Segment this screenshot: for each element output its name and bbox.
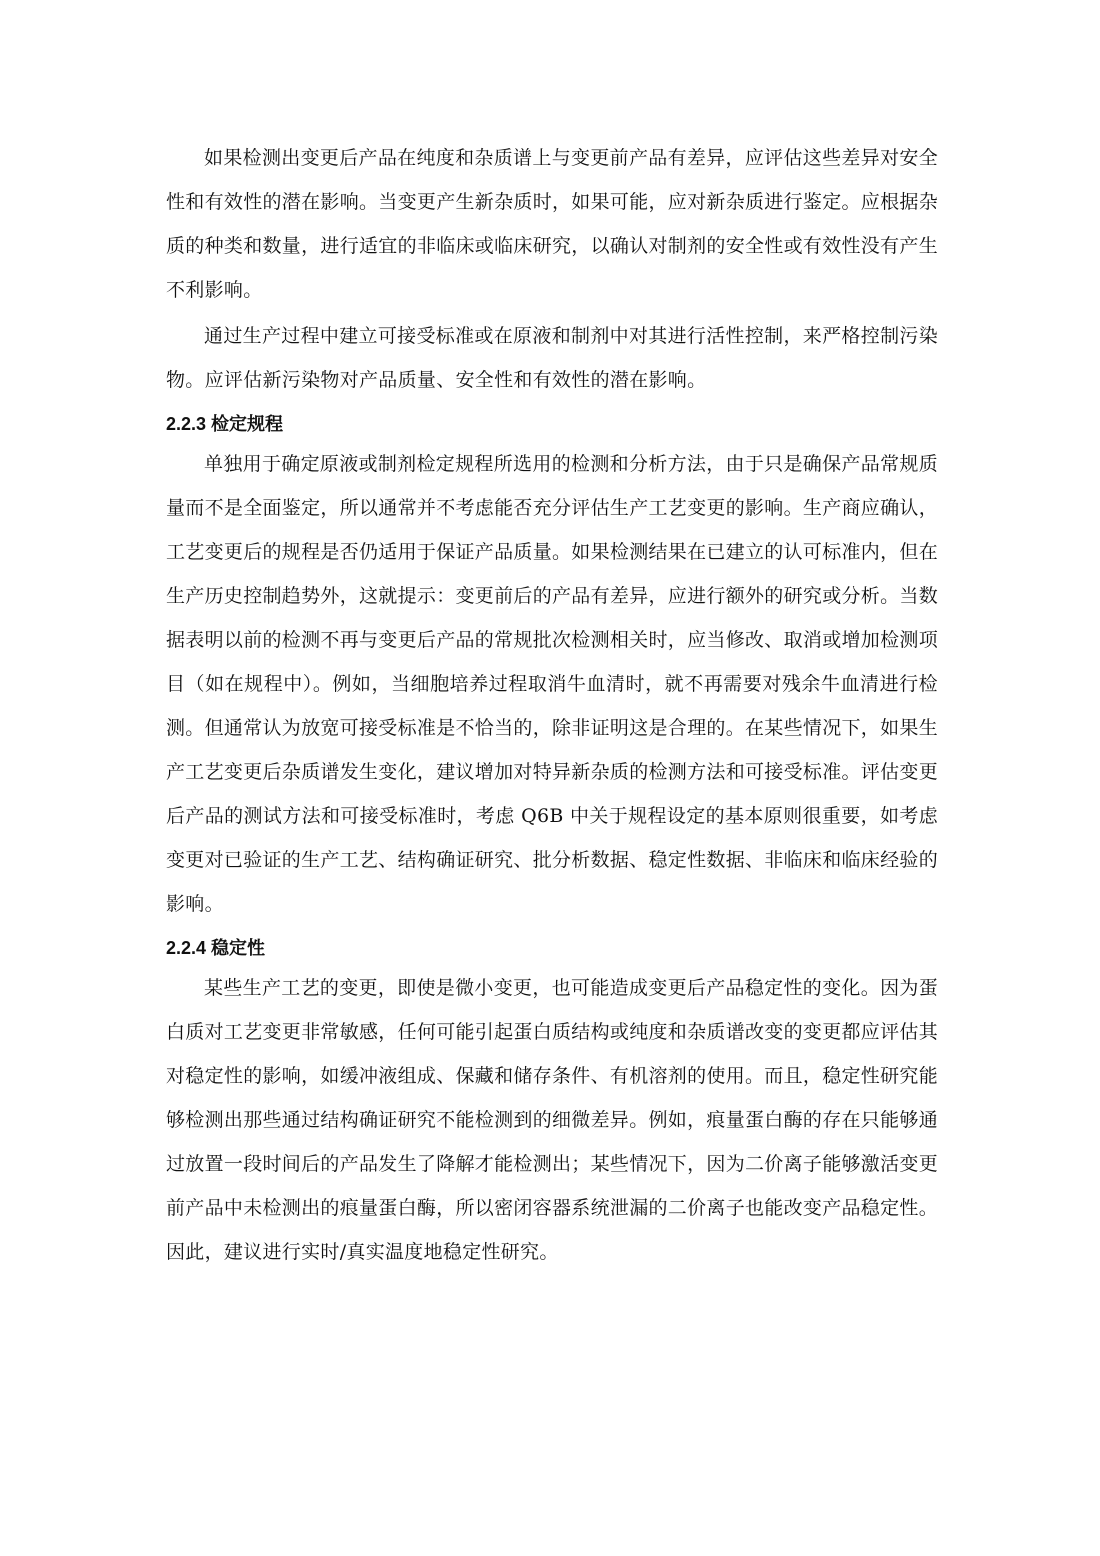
section-heading-stability: 2.2.4 稳定性 bbox=[166, 938, 266, 958]
paragraph-specifications: 单独用于确定原液或制剂检定规程所选用的检测和分析方法，由于只是确保产品常规质量而不是全面鉴定，所以通常并不考虑能否充分评估生产工艺变更的影响。生产商应确认，工艺变更后的规程是否仍适用于保证产品质量。如果检测结果在已建立的认可标准内，但在生产历史控制趋势外，这就提示：变更前后的产品有差异，应进行额外的研究或分析。当数据表明以前的检测不再与变更后产品的常规批次检测相关时，应当修改、取消或增加检测项目（如在规程中）。例如，当细胞培养过程取消牛血清时，就不再需要对残余牛血清进行检测。但通常认为放宽可接受标准是不恰当的，除非证明这是合理的。在某些情况下，如果生产工艺变更后杂质谱发生变化，建议增加对特异新杂质的检测方法和可接受标准。评估变更后产品的测试方法和可接受标准时，考虑 Q6B 中关于规程设定的基本原则很重要，如考虑变更对已验证的生产工艺、结构确证研究、批分析数据、稳定性数据、非临床和临床经验的影响。 bbox=[166, 453, 939, 915]
section-heading-specifications: 2.2.3 检定规程 bbox=[166, 414, 284, 434]
paragraph-stability: 某些生产工艺的变更，即使是微小变更，也可能造成变更后产品稳定性的变化。因为蛋白质对工艺变更非常敏感，任何可能引起蛋白质结构或纯度和杂质谱改变的变更都应评估其对稳定性的影响，如缓冲液组成、保藏和储存条件、有机溶剂的使用。而且，稳定性研究能够检测出那些通过结构确证研究不能检测到的细微差异。例如，痕量蛋白酶的存在只能够通过放置一段时间后的产品发生了降解才能检测出；某些情况下，因为二价离子能够激活变更前产品中未检测出的痕量蛋白酶，所以密闭容器系统泄漏的二价离子也能改变产品稳定性。因此，建议进行实时/真实温度地稳定性研究。 bbox=[166, 977, 939, 1263]
document-page bbox=[166, 136, 938, 1274]
paragraph-impurity-differences: 如果检测出变更后产品在纯度和杂质谱上与变更前产品有差异，应评估这些差异对安全性和有效性的潜在影响。当变更产生新杂质时，如果可能，应对新杂质进行鉴定。应根据杂质的种类和数量，进行适宜的非临床或临床研究，以确认对制剂的安全性或有效性没有产生不利影响。 bbox=[166, 147, 939, 301]
paragraph-contaminant-control: 通过生产过程中建立可接受标准或在原液和制剂中对其进行活性控制，来严格控制污染物。应评估新污染物对产品质量、安全性和有效性的潜在影响。 bbox=[166, 325, 938, 391]
